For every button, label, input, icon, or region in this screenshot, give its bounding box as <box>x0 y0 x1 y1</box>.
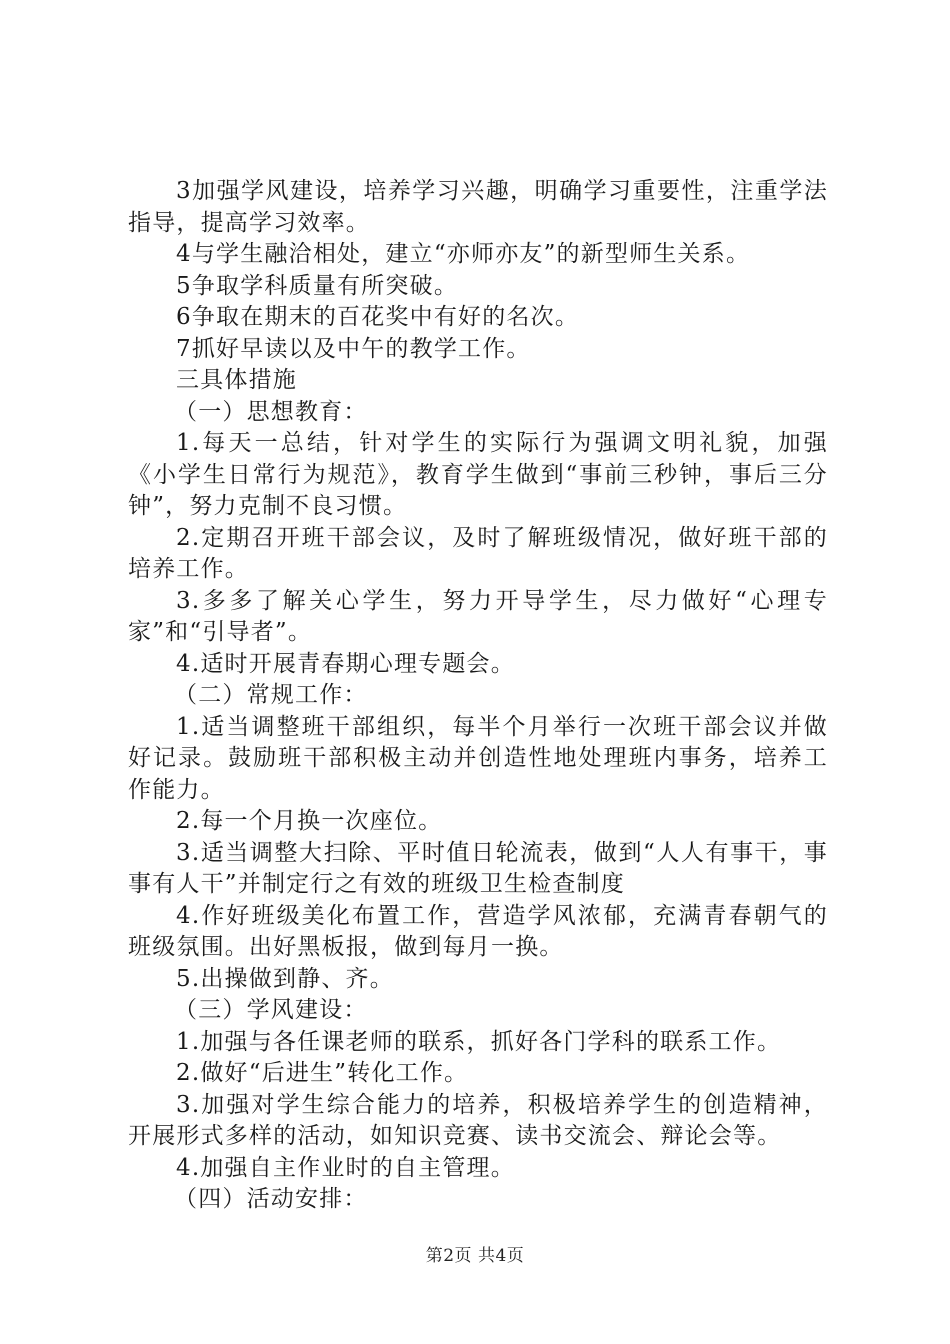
subsection-heading: （二）常规工作： <box>174 682 368 708</box>
subsection-heading: （三）学风建设： <box>174 997 368 1023</box>
paragraph: 3.多多了解关心学生，努力开导学生，尽力做好“心理专家”和“引导者”。 <box>128 587 828 645</box>
section-heading: 三具体措施 <box>176 367 297 393</box>
paragraph: 3.适当调整大扫除、平时值日轮流表，做到“人人有事干，事事有人干”并制定行之有效的班级卫生检查制度 <box>128 839 828 897</box>
subsection-heading: （一）思想教育： <box>174 398 368 425</box>
paragraph: 2.做好“后进生”转化工作。 <box>176 1060 469 1086</box>
paragraph: 1.适当调整班干部组织，每半个月举行一次班干部会议并做好记录。鼓励班干部积极主动并创造性地处理班内事务，培养工作能力。 <box>128 713 828 803</box>
paragraph: 1.每天一总结，针对学生的实际行为强调文明礼貌，加强《小学生日常行为规范》，教育学生做到“事前三秒钟，事后三分钟”，努力克制不良习惯。 <box>128 430 828 519</box>
paragraph: 2.定期召开班干部会议，及时了解班级情况，做好班干部的培养工作。 <box>128 524 828 582</box>
paragraph: 6争取在期末的百花奖中有好的名次。 <box>176 304 580 330</box>
paragraph: 3加强学风建设，培养学习兴趣，明确学习重要性，注重学法指导，提高学习效率。 <box>128 178 828 236</box>
paragraph: 2.每一个月换一次座位。 <box>176 808 443 834</box>
paragraph: 3.加强对学生综合能力的培养，积极培养学生的创造精神，开展形式多样的活动，如知识竞赛、读书交流会、辩论会等。 <box>128 1091 828 1149</box>
paragraph: 1.加强与各任课老师的联系，抓好各门学科的联系工作。 <box>176 1028 782 1055</box>
paragraph: 4.作好班级美化布置工作，营造学风浓郁，充满青春朝气的班级氛围。出好黑板报，做到每月一换。 <box>128 902 828 960</box>
page-footer <box>0 1241 950 1266</box>
paragraph: 4.适时开展青春期心理专题会。 <box>176 650 515 677</box>
paragraph: 5争取学科质量有所突破。 <box>176 272 459 299</box>
page-number: 第2页 共4页 <box>425 1246 525 1266</box>
paragraph: 4.加强自主作业时的自主管理。 <box>176 1154 515 1181</box>
paragraph: 4与学生融洽相处，建立“亦师亦友”的新型师生关系。 <box>176 241 751 267</box>
paragraph: 7抓好早读以及中午的教学工作。 <box>176 335 531 362</box>
document-body <box>128 176 828 1216</box>
subsection-heading: （四）活动安排： <box>174 1186 368 1212</box>
paragraph: 5.出操做到静、齐。 <box>176 965 394 992</box>
